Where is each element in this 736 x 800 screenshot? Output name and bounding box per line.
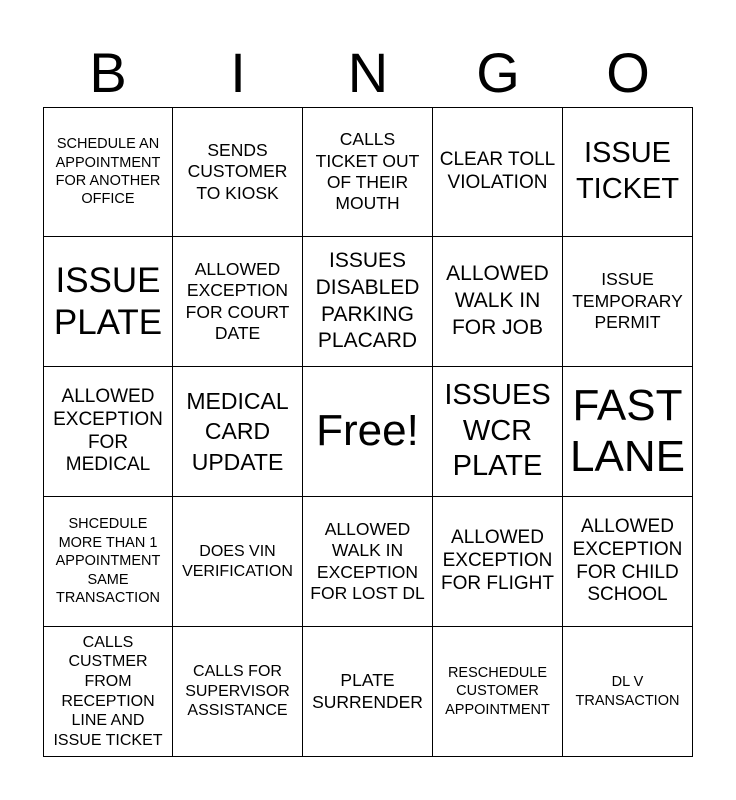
cell-text: CLEAR TOLL VIOLATION [439,149,556,193]
bingo-cell[interactable] [433,497,563,627]
cell-text: ALLOWED EXCEPTION FOR CHILD SCHOOL [572,515,683,606]
bingo-cell[interactable] [563,627,693,757]
cell-text: ISSUES DISABLED PARKING PLACARD [315,248,420,353]
bingo-cell[interactable] [43,627,173,757]
bingo-cell[interactable] [563,107,693,237]
cell-text: SHCEDULE MORE THAN 1 APPOINTMENT SAME TRANSACTION [55,516,161,607]
bingo-cell[interactable] [433,627,563,757]
free-space[interactable] [303,367,433,497]
bingo-cell[interactable] [563,367,693,497]
cell-text: DL V TRANSACTION [575,674,680,709]
bingo-cell[interactable] [43,497,173,627]
bingo-cell[interactable] [173,627,303,757]
bingo-cell[interactable] [563,237,693,367]
cell-text: ISSUE PLATE [53,260,163,342]
cell-text: FAST LANE [570,381,685,481]
bingo-cell[interactable] [173,497,303,627]
cell-text: CALLS FOR SUPERVISOR ASSISTANCE [185,663,290,720]
cell-text: ALLOWED EXCEPTION FOR FLIGHT [441,527,554,594]
header-letter-i: I [230,41,246,104]
cell-text: ALLOWED EXCEPTION FOR MEDICAL [53,385,163,476]
cell-text: SENDS CUSTOMER TO KIOSK [187,139,288,203]
cell-text: MEDICAL CARD UPDATE [186,388,289,475]
bingo-cell[interactable] [43,237,173,367]
cell-text: ISSUE TICKET [575,137,680,205]
bingo-cell[interactable] [173,237,303,367]
cell-text: DOES VIN VERIFICATION [182,542,293,580]
cell-text: SCHEDULE AN APPOINTMENT FOR ANOTHER OFFICE [55,136,161,208]
bingo-header [43,40,693,106]
bingo-cell[interactable] [43,107,173,237]
cell-text: ALLOWED EXCEPTION FOR COURT DATE [185,258,290,343]
cell-text: CALLS TICKET OUT OF THEIR MOUTH [315,129,420,214]
bingo-cell[interactable] [303,107,433,237]
cell-text: RESCHEDULE CUSTOMER APPOINTMENT [445,664,550,718]
cell-text: CALLS CUSTMER FROM RECEPTION LINE AND ISSUE TICKET [53,633,163,749]
bingo-board [43,107,693,757]
header-letter-n: N [347,41,389,104]
bingo-cell[interactable] [303,627,433,757]
header-letter-o: O [606,41,650,104]
bingo-cell[interactable] [433,237,563,367]
bingo-cell[interactable] [43,367,173,497]
bingo-cell[interactable] [173,107,303,237]
bingo-cell[interactable] [563,497,693,627]
bingo-cell[interactable] [433,107,563,237]
bingo-cell[interactable] [303,497,433,627]
bingo-cell[interactable] [303,237,433,367]
cell-text: ALLOWED WALK IN EXCEPTION FOR LOST DL [310,518,425,603]
header-letter-g: G [476,41,520,104]
cell-text: ISSUE TEMPORARY PERMIT [572,269,683,333]
bingo-cell[interactable] [433,367,563,497]
cell-text: Free! [316,406,419,456]
cell-text: PLATE SURRENDER [312,670,423,712]
header-letter-b: B [89,41,127,104]
cell-text: ALLOWED WALK IN FOR JOB [446,262,549,339]
bingo-cell[interactable] [173,367,303,497]
cell-text: ISSUES WCR PLATE [444,378,551,483]
